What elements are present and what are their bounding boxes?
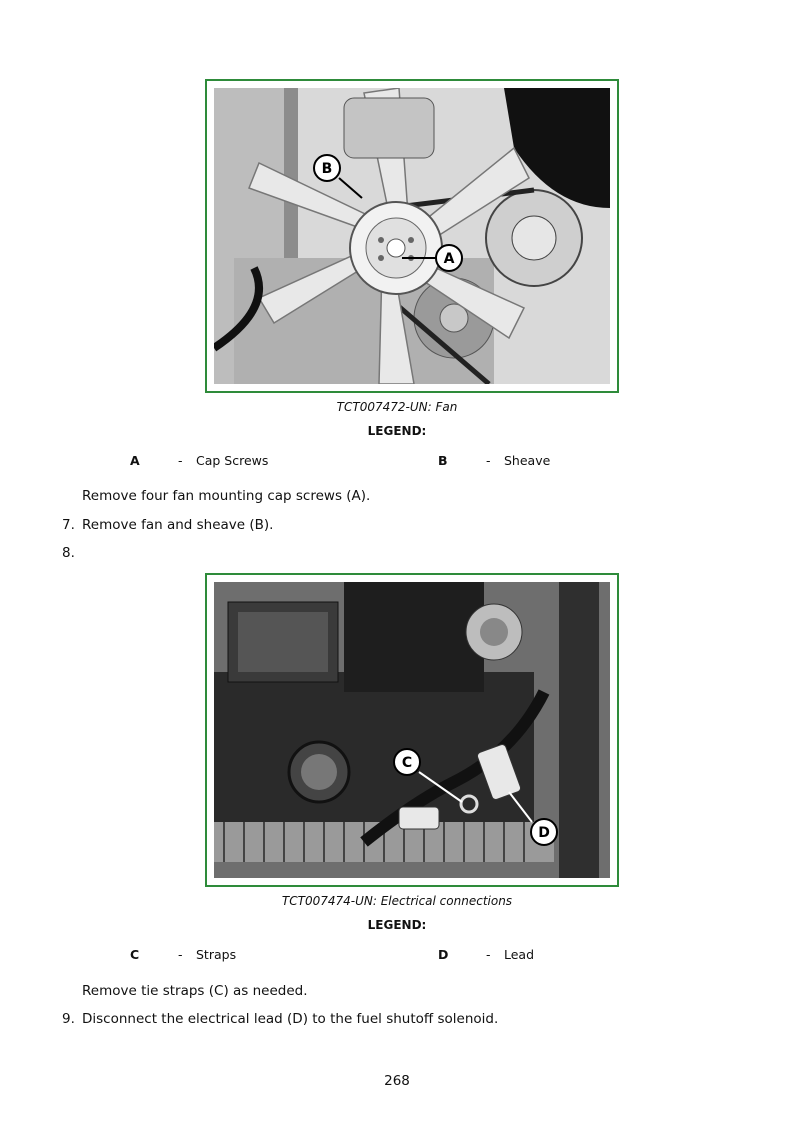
legend-label-straps: Straps [196, 947, 237, 962]
step-7-text: Remove fan and sheave (B). [82, 517, 274, 533]
step-9-number: 9. [62, 1011, 75, 1027]
legend-sep-b: - [486, 453, 491, 468]
legend-title-fan: LEGEND: [367, 424, 427, 438]
page-number: 268 [384, 1073, 410, 1089]
legend-sep-c: - [178, 947, 183, 962]
step-remove-tie-straps: Remove tie straps (C) as needed. [82, 983, 308, 999]
legend-label-cap-screws: Cap Screws [196, 453, 269, 468]
callout-d: D [538, 825, 550, 841]
figure-caption-fan: TCT007472-UN: Fan [336, 400, 458, 414]
legend-label-sheave: Sheave [504, 453, 551, 468]
step-8-number: 8. [62, 545, 75, 561]
callout-c: C [401, 755, 413, 771]
legend-sep-d: - [486, 947, 491, 962]
legend-label-lead: Lead [504, 947, 535, 962]
legend-key-d: D [438, 947, 449, 962]
callout-a: A [443, 251, 455, 267]
step-7-number: 7. [62, 517, 75, 533]
step-9-text: Disconnect the electrical lead (D) to the fuel shutoff solenoid. [82, 1011, 499, 1027]
fan-illustration [214, 88, 610, 384]
legend-sep-a: - [178, 453, 183, 468]
legend-title-electrical: LEGEND: [367, 918, 427, 932]
legend-key-c: C [130, 947, 140, 962]
figure-fan [205, 79, 619, 393]
legend-key-b: B [438, 453, 448, 468]
electrical-illustration [214, 582, 610, 878]
figure-caption-electrical: TCT007474-UN: Electrical connections [281, 894, 513, 908]
figure-electrical-connections [205, 573, 619, 887]
step-remove-cap-screws: Remove four fan mounting cap screws (A). [82, 488, 371, 504]
callout-b: B [321, 161, 333, 177]
legend-key-a: A [130, 453, 140, 468]
